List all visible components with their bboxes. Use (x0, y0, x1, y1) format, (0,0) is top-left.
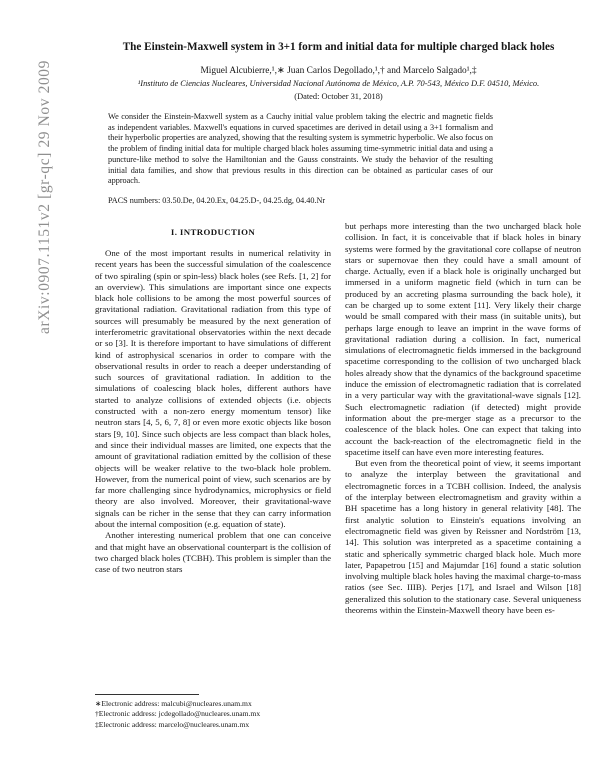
pacs-line (108, 196, 493, 205)
paragraph: But even from the theoretical point of view, it seems important to analyze the interplay between the gravitational and electromagnetic forces in a TCBH collision. Indeed, the analysis of the interplay between electromagnetism and gravity within a BH spacetime has a long history in general relativity [48]. The first analytic solution to Einstein's equations involving an electromagnetic field was given by Reissner and Nordström [13, 14]. This solution was interpreted as a spacetime containing a static and spherically symmetric charged black hole. Much more later, Papapetrou [15] and Majumdar [16] found a static solution involving multiple black holes having the maximal charge-to-mass ratios (see Sec. IIIB). Perjes [17], and Israel and Wilson [18] generalized this solution to the stationary case. Several uniqueness theorems within the Einstein-Maxwell theory have been es- (345, 458, 581, 616)
abstract-text: We consider the Einstein-Maxwell system as a Cauchy initial value problem taking the electric and magnetic fields as independent variables. Maxwell's equations in curved spacetimes are derived in detail using a 3+1 formalism and their hyperbolic properties are analyzed, showing that the resulting system is symmetric hyperbolic. We also focus on the problem of finding initial data for multiple charged black holes assuming time-symmetric initial data and using a puncture-like method to solve the Hamiltonian and the Gauss constraints. We study the behavior of the resulting initial data families, and show that previous results in this direction can be obtained as particular cases of our approach. (108, 112, 493, 186)
authors-line: Miguel Alcubierre,¹,∗ Juan Carlos Degollado,¹,† and Marcelo Salgado¹,‡ (200, 66, 477, 76)
paragraph: One of the most important results in numerical relativity in recent years has been the successful simulation of the coalescence of two spiraling (spin or spin-less) black holes (see Refs. [1, 2] for an overview). This simulations are important since one expects black hole collisions to be among the most powerful sources of gravitational radiation. Gravitational radiation from this type of sources will presumably be measured by the next generation of interferometric gravitational observatories within the next decade or so [3]. It is therefore important to have simulations of different kind of astrophysical scenarios in order to compare with the observational results in order to reach a deeper understanding of such sources of gravitational radiation. In addition to the simulations of coalescing black holes, different authors have started to analyze collisions of extended objects (i.e. objects constructed with a non-zero energy momentum tensor) like neutron stars [4, 5, 6, 7, 8] or even more exotic objects like boson stars [9, 10]. Since such objects are less compact than black holes, and since their individual masses are limited, one expects that the amount of gravitational radiation emitted by the collision of these objects will be weaker relative to the two-black hole problem. However, from the numerical point of view, such scenarios are by far more challenging since hydrodynamics, microphysics or field theory are also involved. Moreover, their gravitational-wave signals can be richer in the sense that they can carry information about the internal composition (e.g. equation of state). (95, 247, 331, 530)
paper-content (95, 40, 582, 705)
arxiv-watermark: arXiv:0907.1151v2 [gr-qc] 29 Nov 2009 (36, 59, 53, 335)
footnotes-block (95, 694, 332, 730)
footnote-email-2: †Electronic address: jcdegollado@nucleares.unam.mx (95, 709, 261, 719)
affiliation-line: ¹Instituto de Ciencias Nucleares, Universidad Nacional Autónoma de México, A.P. 70-543, México D.F. 04510, México. (137, 79, 540, 88)
right-column (345, 221, 581, 705)
section-heading-introduction: I. INTRODUCTION (170, 226, 256, 237)
pacs-numbers: 03.50.De, 04.20.Ex, 04.25.D-, 04.25.dg, 04.40.Nr (162, 195, 326, 205)
paragraph: Another interesting numerical problem that one can conceive and that might have an observational counterpart is the collision of two charged black holes (TCBH). This problem is simpler than the case of two neutron stars (95, 530, 331, 575)
paper-title: The Einstein-Maxwell system in 3+1 form and initial data for multiple charged black holes (122, 41, 555, 53)
paragraph: but perhaps more interesting than the two uncharged black hole collision. In fact, it is conceivable that if black holes in binary systems were formed by the gravitational core collapse of neutron stars or supernovae then they could have a small amount of charge. Actually, even if a black hole is originally uncharged but immersed in a uniform magnetic field (which in turn can be produced by an accreting plasma surrounding the back hole), it can be charged up to some extent [11]. Very likely their charge would be small compared with their mass (in suitable units), but perhaps large enough to leave an imprint in the wave forms of gravitational radiation during a collision. In fact, numerical simulations of electromagnetic fields immersed in the background spacetime corresponding to the collision of two uncharged black holes already show that the dynamics of the background spacetime induce the emission of electromagnetic radiation that is correlated in a very particular way with the gravitational-wave signals [12]. Such electromagnetic radiation (if detected) might provide information about the pre-merger stage as a precursor to the coalescence of the black holes. One can expect that taking into account the back-reaction of the electromagnetic field in the spacetime itself can have even more interesting features. (345, 220, 581, 457)
footnote-email-3: ‡Electronic address: marcelo@nucleares.unam.mx (95, 719, 250, 729)
footnote-email-1: ∗Electronic address: malcubi@nucleares.unam.mx (95, 699, 252, 708)
two-column-body (95, 221, 582, 705)
date-line: (Dated: October 31, 2018) (294, 92, 383, 101)
left-column (95, 221, 331, 705)
pacs-label: PACS numbers: (108, 195, 161, 205)
footnote-rule (95, 694, 199, 695)
